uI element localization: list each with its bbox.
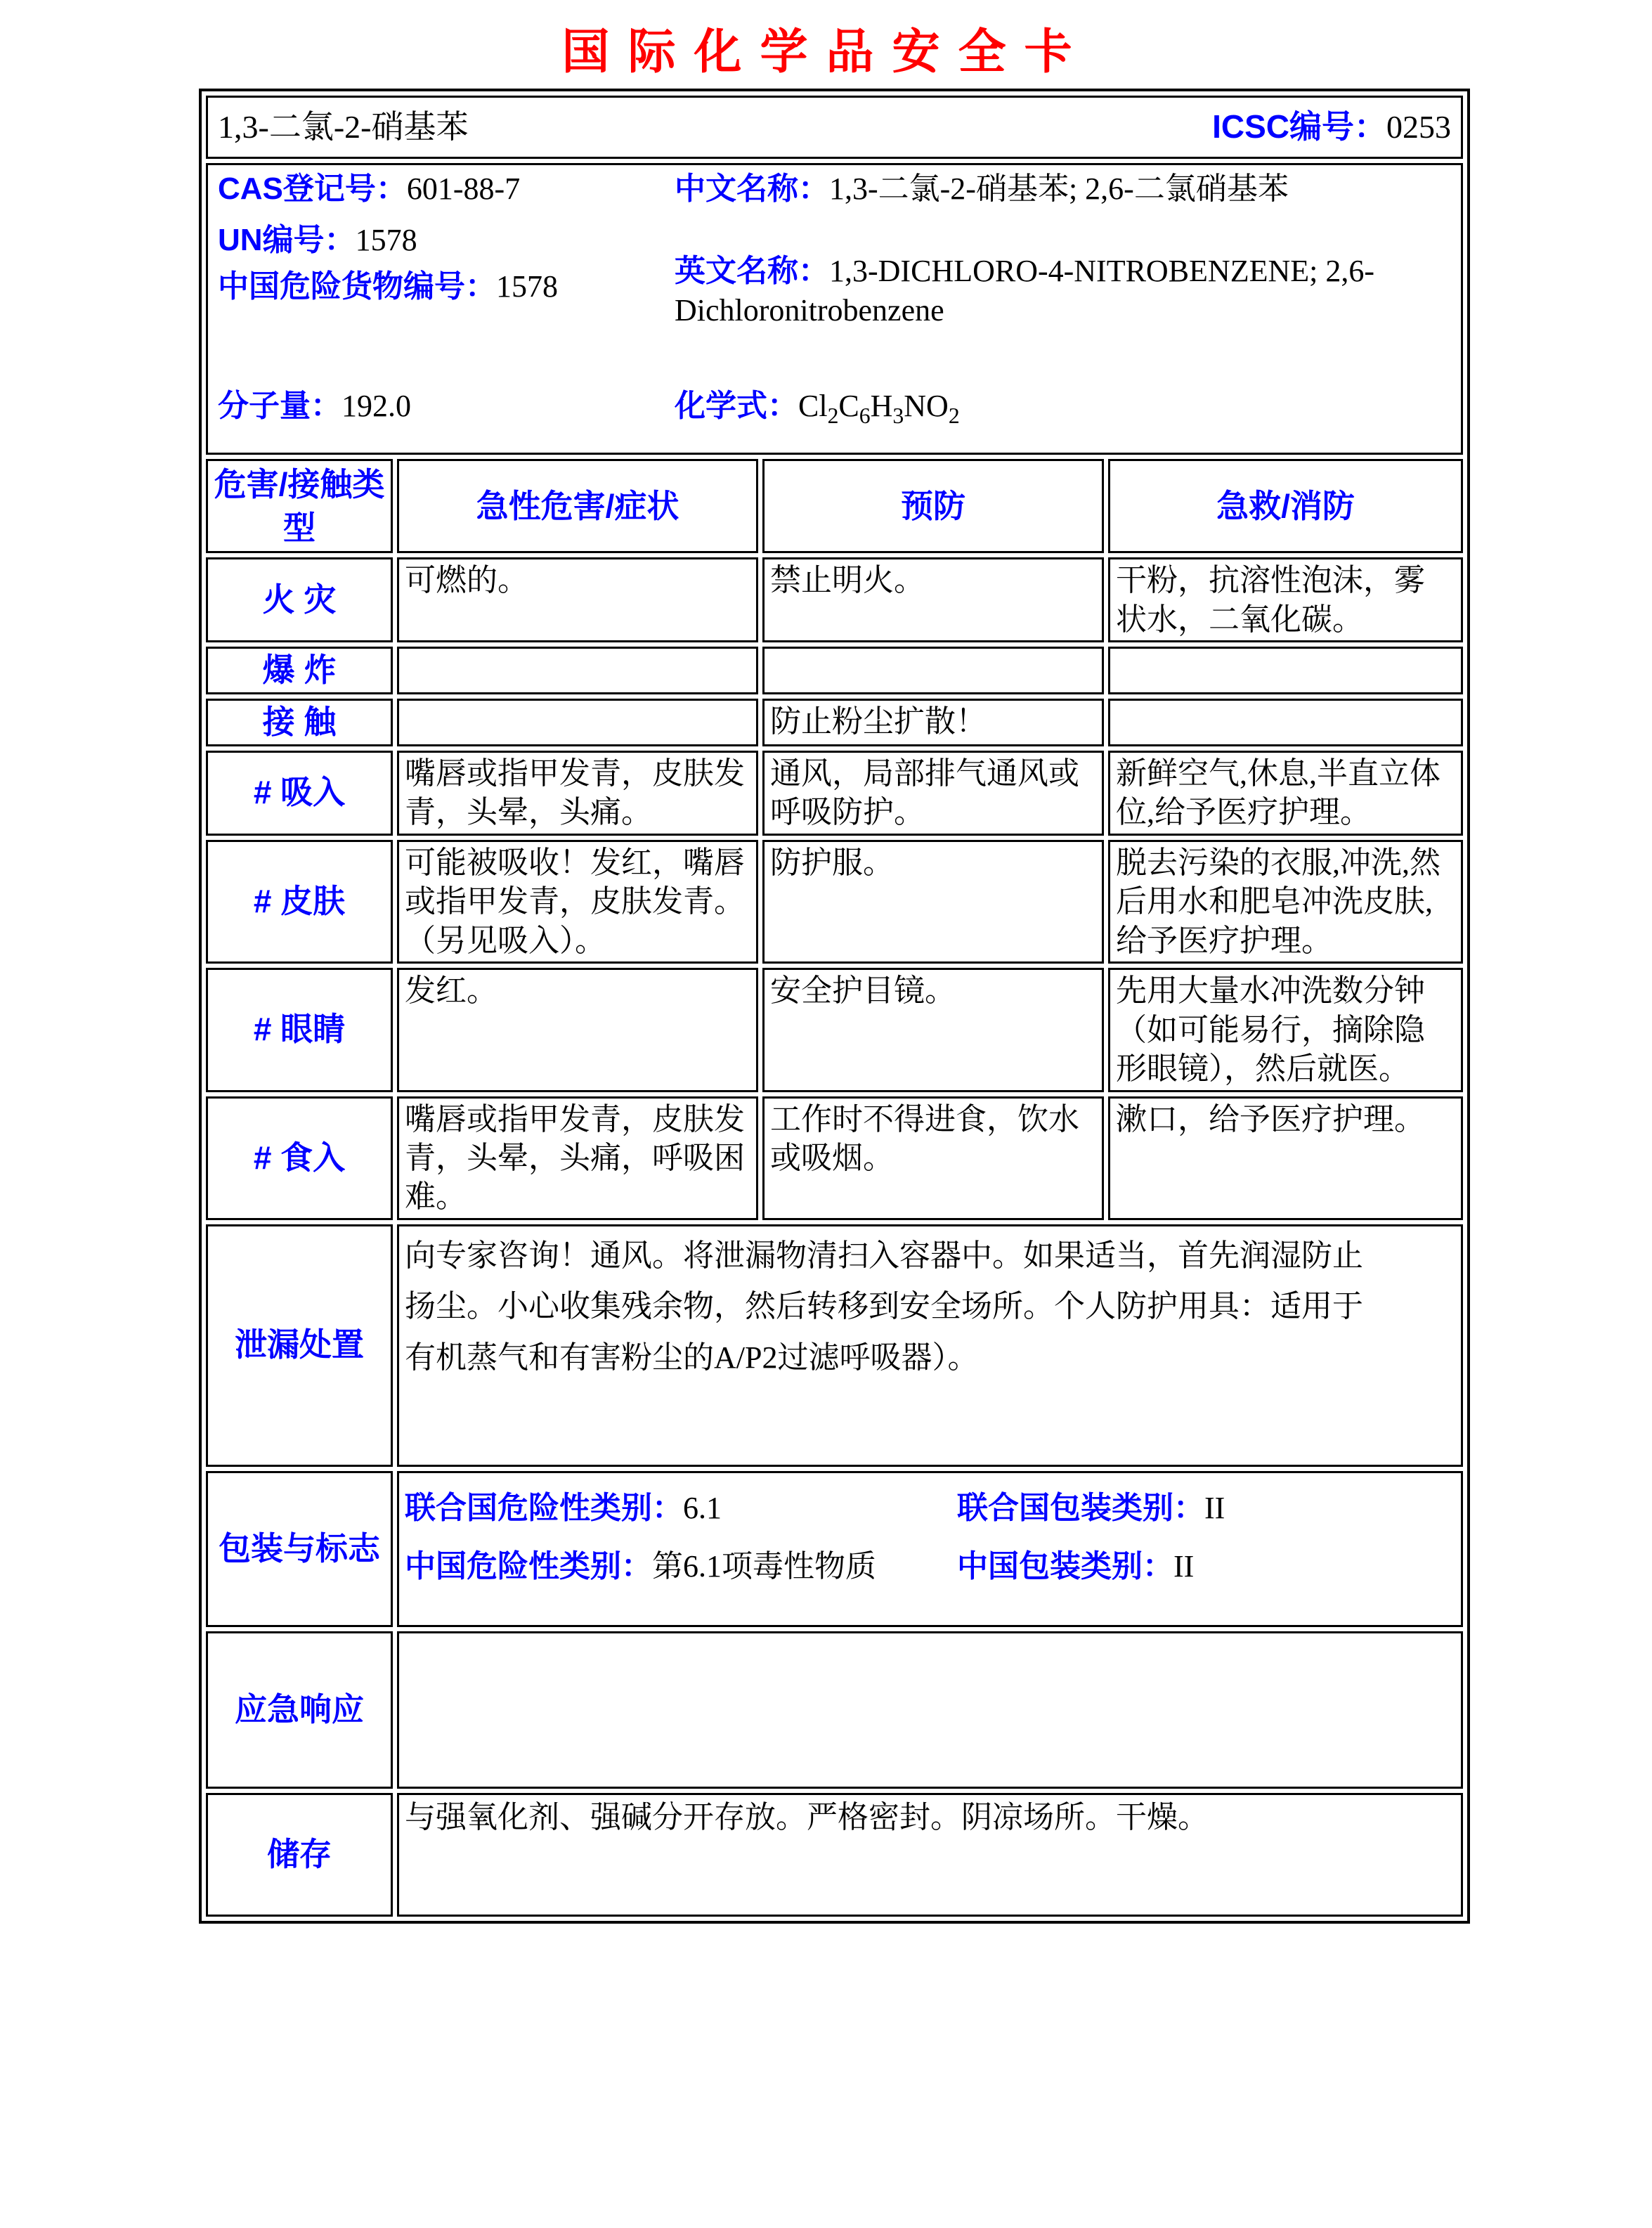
un-packing-group-label: 联合国包装类别： bbox=[957, 1490, 1204, 1525]
cas-number-line bbox=[218, 169, 675, 208]
fire-prevention-cell: 禁止明火。 bbox=[762, 557, 1104, 642]
english-name-line bbox=[675, 252, 1451, 330]
icsc-label: ICSC编号： bbox=[1212, 108, 1386, 145]
formula-label: 化学式： bbox=[675, 389, 798, 424]
un-packing-group-value: II bbox=[1204, 1490, 1225, 1525]
emergency-row bbox=[206, 1631, 1463, 1789]
ingestion-prevention-cell: 工作时不得进食，饮水或吸烟。 bbox=[762, 1096, 1104, 1220]
cas-value: 601-88-7 bbox=[406, 171, 521, 206]
name-row bbox=[206, 96, 1463, 159]
storage-text: 与强氧化剂、强碱分开存放。严格密封。阴凉场所。干燥。 bbox=[405, 1799, 1209, 1834]
inhalation-prevention-cell: 通风，局部排气通风或呼吸防护。 bbox=[762, 751, 1104, 836]
row-label-emergency: 应急响应 bbox=[206, 1631, 393, 1789]
skin-aid-cell: 脱去污染的衣服,冲洗,然后用水和肥皂冲洗皮肤,给予医疗护理。 bbox=[1108, 840, 1463, 964]
spill-text: 向专家咨询！通风。将泄漏物清扫入容器中。如果适当，首先润湿防止扬尘。小心收集残余物，然后转移到安全场所。个人防护用具：适用于有机蒸气和有害粉尘的A/P2过滤呼吸器）。 bbox=[405, 1238, 1363, 1375]
cn-hazard-class bbox=[405, 1547, 957, 1586]
row-label-fire: 火 灾 bbox=[206, 557, 393, 642]
emergency-text-cell bbox=[397, 1631, 1463, 1789]
storage-text-cell bbox=[397, 1793, 1463, 1917]
chinese-name-line bbox=[675, 169, 1451, 208]
un-number-line bbox=[218, 221, 675, 259]
row-label-packaging: 包装与标志 bbox=[206, 1471, 393, 1627]
mw-value: 192.0 bbox=[342, 389, 411, 424]
cn-packing-group bbox=[957, 1547, 1194, 1586]
cn-packing-group-value: II bbox=[1173, 1549, 1195, 1584]
formula-value: $Cl_2C_6H_3NO_2$ bbox=[798, 389, 960, 429]
fire-row bbox=[206, 557, 1463, 642]
spill-text-cell bbox=[397, 1224, 1463, 1467]
chemical-formula-line bbox=[675, 387, 960, 430]
cn-dangerous-goods-line bbox=[218, 267, 675, 306]
row-label-storage: 储存 bbox=[206, 1793, 393, 1917]
inhalation-symptoms-cell: 嘴唇或指甲发青，皮肤发青，头晕，头痛。 bbox=[397, 751, 758, 836]
eye-prevention-cell: 安全护目镜。 bbox=[762, 968, 1104, 1092]
eye-aid-cell: 先用大量水冲洗数分钟（如可能易行，摘除隐形眼镜），然后就医。 bbox=[1108, 968, 1463, 1092]
safety-card-table bbox=[202, 91, 1467, 1921]
eye-row bbox=[206, 968, 1463, 1092]
identifier-cell bbox=[206, 163, 1463, 455]
row-label-skin: # 皮肤 bbox=[206, 840, 393, 964]
packaging-row bbox=[206, 1471, 1463, 1627]
cn-packing-group-label: 中国包装类别： bbox=[957, 1549, 1173, 1584]
contact-aid-cell bbox=[1108, 699, 1463, 746]
ingestion-symptoms-cell: 嘴唇或指甲发青，皮肤发青，头晕，头痛，呼吸困难。 bbox=[397, 1096, 758, 1220]
cn-code-value: 1578 bbox=[496, 268, 558, 304]
explosion-symptoms-cell bbox=[397, 647, 758, 694]
row-label-ingestion: # 食入 bbox=[206, 1096, 393, 1220]
inhalation-aid-cell: 新鲜空气,休息,半直立体位,给予医疗护理。 bbox=[1108, 751, 1463, 836]
un-value: 1578 bbox=[355, 223, 417, 258]
packaging-text-cell bbox=[397, 1471, 1463, 1627]
identifier-row bbox=[206, 163, 1463, 455]
cas-label: CAS登记号： bbox=[218, 171, 407, 206]
skin-row bbox=[206, 840, 1463, 964]
row-label-spill: 泄漏处置 bbox=[206, 1224, 393, 1467]
explosion-aid-cell bbox=[1108, 647, 1463, 694]
name-cell bbox=[206, 96, 1463, 159]
un-hazard-class bbox=[405, 1489, 957, 1527]
ingestion-aid-cell: 漱口，给予医疗护理。 bbox=[1108, 1096, 1463, 1220]
fire-aid-cell: 干粉，抗溶性泡沫，雾状水，二氧化碳。 bbox=[1108, 557, 1463, 642]
skin-symptoms-cell: 可能被吸收！发红，嘴唇或指甲发青，皮肤发青。（另见吸入）。 bbox=[397, 840, 758, 964]
icsc-number bbox=[1212, 107, 1451, 148]
col-header-symptoms: 急性危害/症状 bbox=[397, 459, 758, 553]
cn-name-label: 中文名称： bbox=[675, 171, 829, 206]
skin-prevention-cell: 防护服。 bbox=[762, 840, 1104, 964]
cn-code-label: 中国危险货物编号： bbox=[218, 268, 496, 304]
fire-symptoms-cell: 可燃的。 bbox=[397, 557, 758, 642]
explosion-prevention-cell bbox=[762, 647, 1104, 694]
en-name-value: 1,3-DICHLORO-4-NITROBENZENE; 2,6-Dichloronitrobenzene bbox=[675, 254, 1374, 328]
inhalation-row bbox=[206, 751, 1463, 836]
ingestion-row bbox=[206, 1096, 1463, 1220]
col-header-hazard-type: 危害/接触类型 bbox=[206, 459, 393, 553]
cn-hazard-class-label: 中国危险性类别： bbox=[405, 1549, 652, 1584]
un-hazard-class-value: 6.1 bbox=[683, 1490, 722, 1525]
col-header-firstaid: 急救/消防 bbox=[1108, 459, 1463, 553]
col-header-prevention: 预防 bbox=[762, 459, 1104, 553]
contact-row bbox=[206, 699, 1463, 746]
cn-name-value: 1,3-二氯-2-硝基苯; 2,6-二氯硝基苯 bbox=[829, 171, 1289, 206]
row-label-inhalation: # 吸入 bbox=[206, 751, 393, 836]
row-label-eye: # 眼睛 bbox=[206, 968, 393, 1092]
page-title: 国际化学品安全卡 bbox=[561, 24, 1091, 80]
chemical-name: 1,3-二氯-2-硝基苯 bbox=[218, 109, 469, 145]
row-label-contact: 接 触 bbox=[206, 699, 393, 746]
eye-symptoms-cell: 发红。 bbox=[397, 968, 758, 1092]
spill-row bbox=[206, 1224, 1463, 1467]
explosion-row bbox=[206, 647, 1463, 694]
row-label-explosion: 爆 炸 bbox=[206, 647, 393, 694]
en-name-label: 英文名称： bbox=[675, 254, 829, 289]
mw-label: 分子量： bbox=[218, 389, 342, 424]
contact-symptoms-cell bbox=[397, 699, 758, 746]
storage-row bbox=[206, 1793, 1463, 1917]
molecular-weight-line bbox=[218, 387, 675, 430]
icsc-value: 0253 bbox=[1386, 109, 1451, 145]
contact-prevention-cell: 防止粉尘扩散！ bbox=[762, 699, 1104, 746]
un-packing-group bbox=[957, 1489, 1225, 1527]
un-hazard-class-label: 联合国危险性类别： bbox=[405, 1490, 683, 1525]
hazard-header-row bbox=[206, 459, 1463, 553]
safety-card bbox=[199, 89, 1470, 1924]
cn-hazard-class-value: 第6.1项毒性物质 bbox=[652, 1549, 876, 1584]
un-label: UN编号： bbox=[218, 223, 356, 258]
